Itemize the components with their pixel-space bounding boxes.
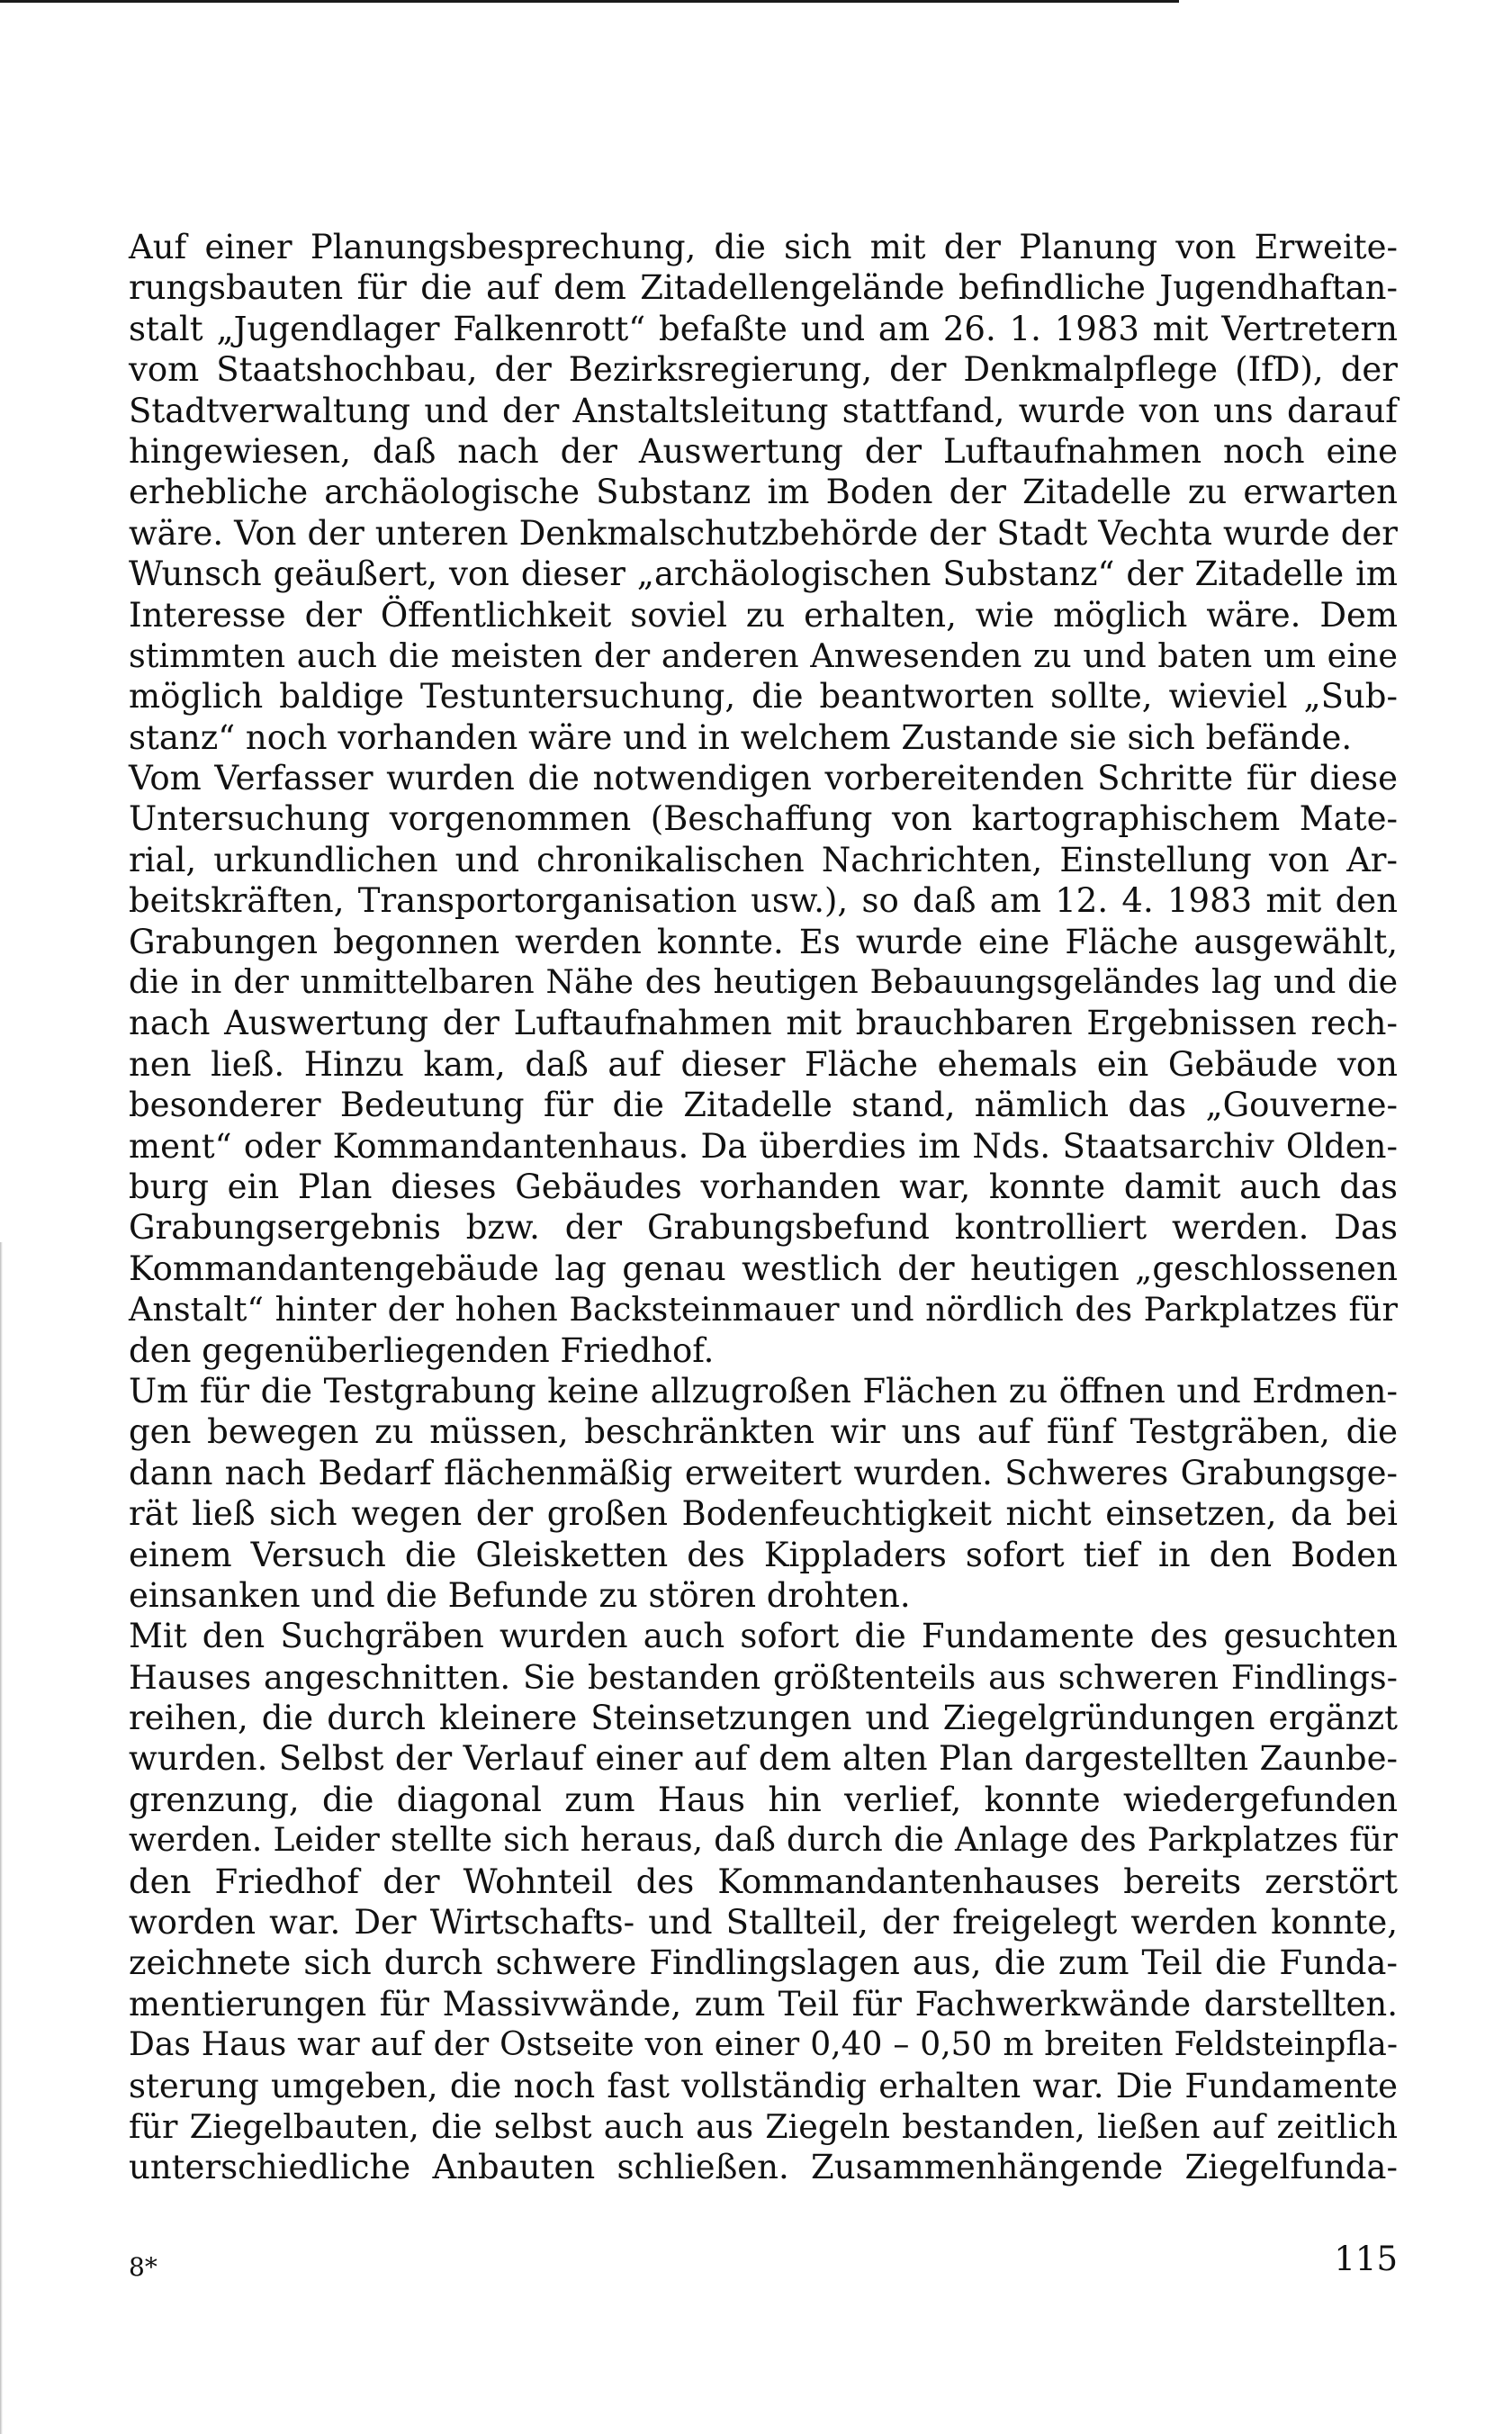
text-line: hingewiesen, daß nach der Auswertung der Luftaufnahmen noch eine xyxy=(129,431,1398,471)
text-line: Mit den Suchgräben wurden auch sofort die Fundamente des gesuchten xyxy=(129,1617,1398,1656)
text-line: einsanken und die Befunde zu stören drohten. xyxy=(129,1575,911,1615)
text-line: für Ziegelbauten, die selbst auch aus Ziegeln bestanden, ließen auf zeitlich xyxy=(129,2106,1398,2146)
page-number: 115 xyxy=(1334,2240,1398,2278)
text-line: wäre. Von der unteren Denkmalschutzbehörde der Stadt Vechta wurde der xyxy=(129,513,1398,553)
text-line: Grabungen begonnen werden konnte. Es wurde eine Fläche ausgewählt, xyxy=(129,922,1398,961)
text-line: einem Versuch die Gleisketten des Kippladers sofort tief in den Boden xyxy=(129,1535,1398,1574)
text-line: zeichnete sich durch schwere Findlingslagen aus, die zum Teil die Funda- xyxy=(129,1943,1398,1983)
text-line: Kommandantengebäude lag genau westlich der heutigen „geschlossenen xyxy=(129,1249,1398,1288)
text-line: rät ließ sich wegen der großen Bodenfeuchtigkeit nicht einsetzen, da bei xyxy=(129,1494,1398,1534)
text-line: Das Haus war auf der Ostseite von einer 0,40 – 0,50 m breiten Feldsteinpfla- xyxy=(129,2026,1398,2064)
text-line: Grabungsergebnis bzw. der Grabungsbefund kontrolliert werden. Das xyxy=(129,1208,1398,1248)
text-line: den Friedhof der Wohnteil des Kommandantenhauses bereits zerstört xyxy=(129,1862,1398,1901)
text-line: Um für die Testgrabung keine allzugroßen Flächen zu öffnen und Erdmen- xyxy=(129,1371,1398,1411)
text-line: beitskräften, Transportorganisation usw.), so daß am 12. 4. 1983 mit den xyxy=(129,881,1398,921)
text-line: burg ein Plan dieses Gebäudes vorhanden war, konnte damit auch das xyxy=(129,1167,1398,1206)
text-line: mentierungen für Massivwände, zum Teil für Fachwerkwände darstellten. xyxy=(129,1984,1398,2024)
text-line: ment“ oder Kommandantenhaus. Da überdies im Nds. Staatsarchiv Olden- xyxy=(129,1126,1398,1166)
folio-signature-mark: 8* xyxy=(129,2252,158,2282)
text-line: sterung umgeben, die noch fast vollständig erhalten war. Die Fundamente xyxy=(129,2066,1398,2105)
text-line: unterschiedliche Anbauten schließen. Zusammenhängende Ziegelfunda- xyxy=(129,2148,1398,2187)
text-line: Anstalt“ hinter der hohen Backsteinmauer und nördlich des Parkplatzes für xyxy=(129,1290,1398,1330)
text-line: Auf einer Planungsbesprechung, die sich mit der Planung von Erweite- xyxy=(129,228,1398,266)
text-line: die in der unmittelbaren Nähe des heutigen Bebauungsgeländes lag und die xyxy=(129,964,1398,1002)
text-line: vom Staatshochbau, der Bezirksregierung, der Denkmalpflege (IfD), der xyxy=(129,350,1398,390)
text-line: besonderer Bedeutung für die Zitadelle stand, nämlich das „Gouverne- xyxy=(129,1086,1398,1125)
text-line: stimmten auch die meisten der anderen Anwesenden zu und baten um eine xyxy=(129,636,1398,675)
text-line: grenzung, die diagonal zum Haus hin verlief, konnte wiedergefunden xyxy=(129,1780,1398,1819)
text-line: wurden. Selbst der Verlauf einer auf dem alten Plan dargestellten Zaunbe- xyxy=(129,1739,1398,1779)
left-scan-edge-shadow xyxy=(0,1242,3,2434)
text-line: rungsbauten für die auf dem Zitadellengelände befindliche Jugendhaftan- xyxy=(129,268,1398,308)
text-line: Untersuchung vorgenommen (Beschaffung von kartographischem Mate- xyxy=(129,799,1398,839)
text-line: reihen, die durch kleinere Steinsetzungen und Ziegelgründungen ergänzt xyxy=(129,1699,1398,1738)
text-line: dann nach Bedarf flächenmäßig erweitert wurden. Schweres Grabungsge- xyxy=(129,1453,1398,1492)
text-line: werden. Leider stellte sich heraus, daß durch die Anlage des Parkplatzes für xyxy=(129,1822,1398,1860)
text-line: den gegenüberliegenden Friedhof. xyxy=(129,1330,715,1370)
text-line: Stadtverwaltung und der Anstaltsleitung stattfand, wurde von uns darauf xyxy=(129,391,1398,430)
text-line: Wunsch geäußert, von dieser „archäologischen Substanz“ der Zitadelle im xyxy=(129,554,1398,594)
text-line: gen bewegen zu müssen, beschränkten wir uns auf fünf Testgräben, die xyxy=(129,1412,1398,1452)
text-line: Interesse der Öffentlichkeit soviel zu erhalten, wie möglich wäre. Dem xyxy=(129,595,1398,635)
text-line: möglich baldige Testuntersuchung, die beantworten sollte, wieviel „Sub- xyxy=(129,677,1398,717)
text-line: stanz“ noch vorhanden wäre und in welchem Zustande sie sich befände. xyxy=(129,717,1353,757)
body-text xyxy=(129,227,1398,2188)
text-line: nen ließ. Hinzu kam, daß auf dieser Fläche ehemals ein Gebäude von xyxy=(129,1044,1398,1084)
text-line: Hauses angeschnitten. Sie bestanden größtenteils aus schweren Findlings- xyxy=(129,1657,1398,1697)
text-line: rial, urkundlichen und chronikalischen Nachrichten, Einstellung von Ar- xyxy=(129,840,1398,879)
text-line: erhebliche archäologische Substanz im Boden der Zitadelle zu erwarten xyxy=(129,473,1398,512)
text-line: stalt „Jugendlager Falkenrott“ befaßte und am 26. 1. 1983 mit Vertretern xyxy=(129,309,1398,348)
top-scan-edge-rule xyxy=(0,0,1179,3)
text-line: nach Auswertung der Luftaufnahmen mit brauchbaren Ergebnissen rech- xyxy=(129,1004,1398,1043)
text-line: worden war. Der Wirtschafts- und Stallteil, der freigelegt werden konnte, xyxy=(129,1903,1398,1943)
text-line: Vom Verfasser wurden die notwendigen vorbereitenden Schritte für diese xyxy=(129,759,1398,798)
